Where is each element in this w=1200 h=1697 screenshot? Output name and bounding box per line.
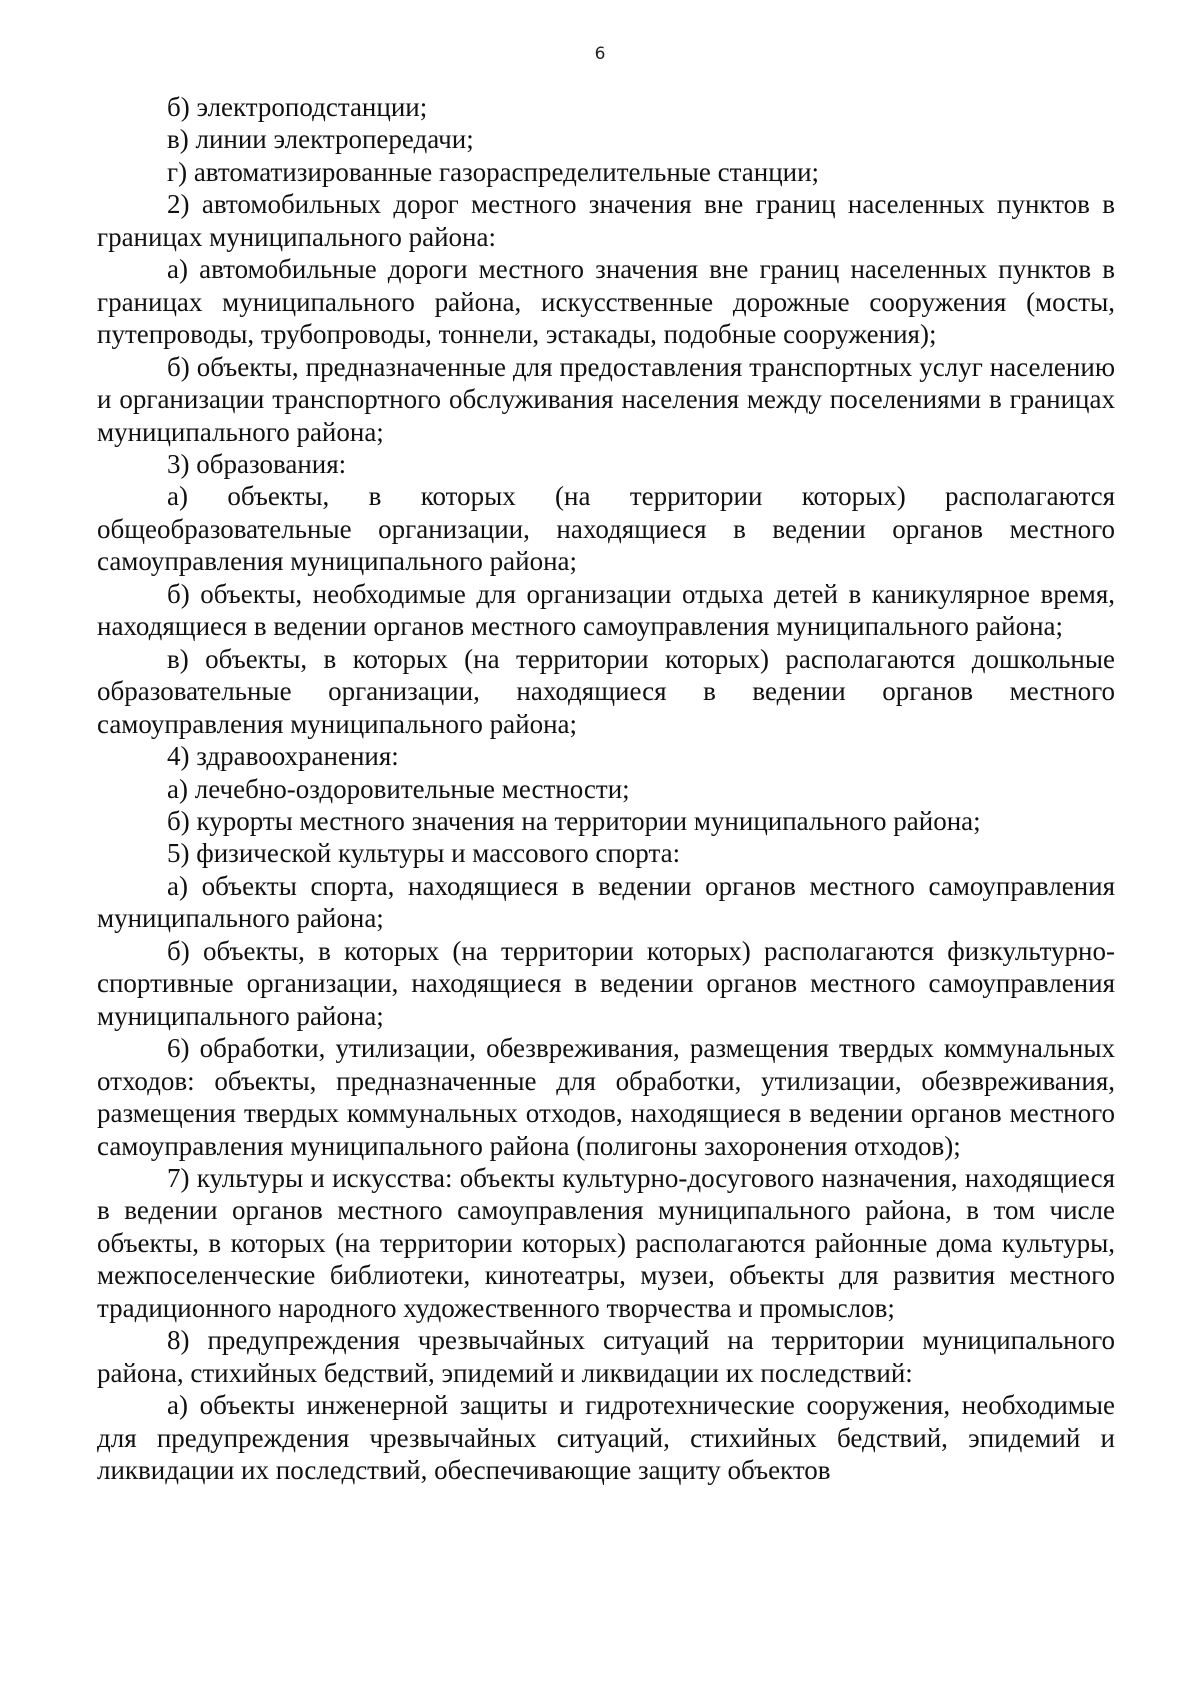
- paragraph: а) объекты спорта, находящиеся в ведении органов местного самоуправления муниципального района;: [97, 870, 1115, 934]
- paragraph: а) лечебно-оздоровительные местности;: [167, 773, 630, 804]
- document-body: [97, 91, 1115, 1486]
- paragraph: в) линии электропередачи;: [167, 124, 474, 155]
- paragraph: 5) физической культуры и массового спорта:: [167, 838, 681, 869]
- paragraph: б) курорты местного значения на территории муниципального района;: [167, 805, 981, 836]
- paragraph: б) объекты, необходимые для организации отдыха детей в каникулярное время, находящиеся в ведении органов местного самоуправления муниципального района;: [97, 578, 1115, 642]
- paragraph: 8) предупреждения чрезвычайных ситуаций на территории муниципального района, стихийных бедствий, эпидемий и ликвидации их последствий:: [97, 1325, 1115, 1388]
- paragraph: г) автоматизированные газораспределительные станции;: [167, 156, 820, 187]
- paragraph: 2) автомобильных дорог местного значения вне границ населенных пунктов в границах муниципального района:: [97, 189, 1115, 252]
- paragraph: а) объекты инженерной защиты и гидротехнические сооружения, необходимые для предупреждения чрезвычайных ситуаций, стихийных бедствий, эпидемий и ликвидации их последствий, обеспечивающие защиту объектов: [97, 1390, 1115, 1486]
- paragraph: б) электроподстанции;: [167, 92, 428, 122]
- paragraph: 6) обработки, утилизации, обезвреживания, размещения твердых коммунальных отходов: объекты, предназначенные для обработки, утилизации, обезвреживания, размещения твердых коммунальных отходов, находящиеся в ведении органов местного самоуправления муниципального района (полигоны захоронения отходов);: [97, 1033, 1115, 1161]
- paragraph: б) объекты, предназначенные для предоставления транспортных услуг населению и организации транспортного обслуживания населения между поселениями в границах муниципального района;: [97, 351, 1115, 447]
- page-number: 6: [594, 44, 606, 64]
- paragraph: а) объекты, в которых (на территории которых) располагаются общеобразовательные организации, находящиеся в ведении органов местного самоуправления муниципального района;: [97, 481, 1115, 577]
- paragraph: в) объекты, в которых (на территории которых) располагаются дошкольные образовательные организации, находящиеся в ведении органов местного самоуправления муниципального района;: [97, 643, 1115, 739]
- paragraph: 7) культуры и искусства: объекты культурно-досугового назначения, находящиеся в ведении органов местного самоуправления муниципального района, в том числе объекты, в которых (на территории которых) располагаются районные дома культуры, межпоселенческие библиотеки, кинотеатры, музеи, объекты для развития местного традиционного народного художественного творчества и промыслов;: [97, 1162, 1115, 1323]
- paragraph: б) объекты, в которых (на территории которых) располагаются физкультурно-спортивные организации, находящиеся в ведении органов местного самоуправления муниципального района;: [97, 935, 1115, 1031]
- paragraph: 3) образования:: [167, 448, 347, 479]
- paragraph: 4) здравоохранения:: [167, 741, 399, 772]
- paragraph: а) автомобильные дороги местного значения вне границ населенных пунктов в границах муниципального района, искусственные дорожные сооружения (мосты, путепроводы, трубопроводы, тоннели, эстакады, подобные сооружения);: [97, 254, 1115, 350]
